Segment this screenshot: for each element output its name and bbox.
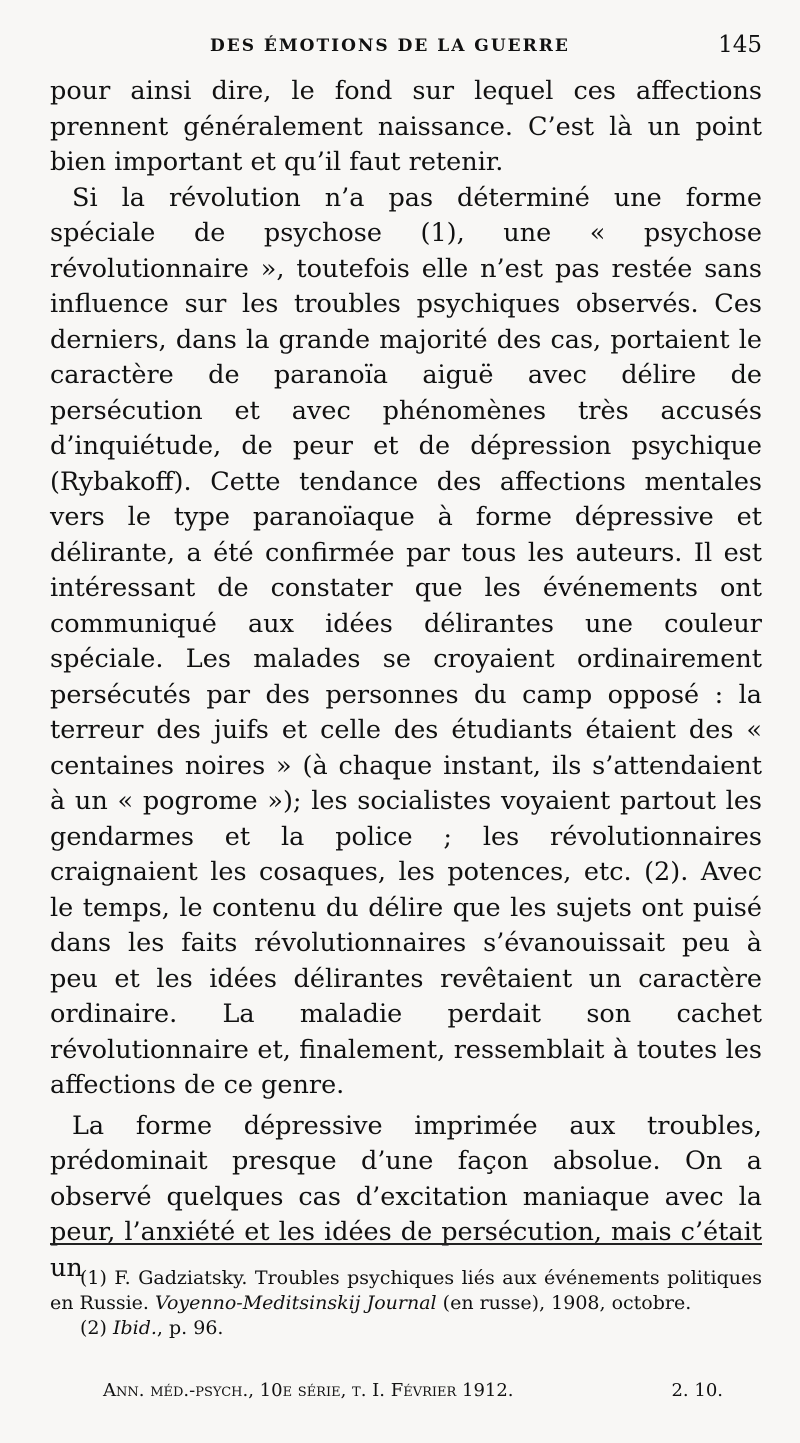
- footnote-2-page: , p. 96.: [156, 1317, 224, 1339]
- footnotes: [50, 1266, 762, 1341]
- footnote-2: [50, 1316, 762, 1341]
- footnote-2-ibid: Ibid.: [112, 1317, 157, 1339]
- page-header: [50, 32, 762, 62]
- main-text: [50, 74, 762, 1286]
- footnote-1-text: (1) F. Gadziatsky. Troubles psychiques liés aux événements politiques en Russie.: [50, 1267, 762, 1314]
- footnote-divider: [50, 1243, 762, 1245]
- paragraph-continued: pour ainsi dire, le fond sur lequel ces affections prennent généralement naissance. C’est là un point bien important et qu’il faut retenir.: [50, 76, 762, 177]
- page-number: 145: [718, 32, 762, 58]
- footnote-1-journal: Voyenno-Meditsinskij Journal: [154, 1292, 437, 1314]
- journal-signature: Ann. méd.-psych., 10e série, t. I. Février 1912.: [103, 1380, 514, 1401]
- footnote-2-number: (2): [80, 1317, 113, 1339]
- paragraph-revolution: Si la révolution n’a pas déterminé une forme spéciale de psychose (1), une « psychose révolutionnaire », toutefois elle n’est pas restée sans influence sur les troubles psychiques observés. Ces derniers, dans la grande majorité des cas, portaient le caractère de paranoïa aiguë avec délire de persécution et avec phénomènes très accusés d’inquiétude, de peur et de dépression psychique (Rybakoff). Cette tendance des affections mentales vers le type paranoïaque à forme dépressive et délirante, a été confirmée par tous les auteurs. Il est intéressant de constater que les événements ont communiqué aux idées délirantes une couleur spéciale. Les malades se croyaient ordinairement persécutés par des personnes du camp opposé : la terreur des juifs et celle des étudiants étaient des « centaines noires » (à chaque instant, ils s’attendaient à un « pogrome »); les socialistes voyaient partout les gendarmes et la police ; les révolutionnaires craignaient les cosaques, les potences, etc. (2). Avec le temps, le contenu du délire que les sujets ont puisé dans les faits révolutionnaires s’évanouissait peu à peu et les idées délirantes revêtaient un caractère ordinaire. La maladie perdait son cachet révolutionnaire et, finalement, ressemblait à toutes les affections de ce genre.: [50, 182, 762, 1100]
- running-head: DES ÉMOTIONS DE LA GUERRE: [210, 36, 570, 56]
- sheet-signature: 2. 10.: [671, 1380, 723, 1401]
- paragraph-depressive-form: La forme dépressive imprimée aux troubles, prédominait presque d’une façon absolue. On a observé quelques cas d’excitation maniaque avec la peur, l’anxiété et les idées de persécution, mais c’était un: [50, 1110, 762, 1283]
- footnote-1-suffix: (en russe), 1908, octobre.: [436, 1292, 692, 1314]
- footnote-1: [50, 1266, 762, 1316]
